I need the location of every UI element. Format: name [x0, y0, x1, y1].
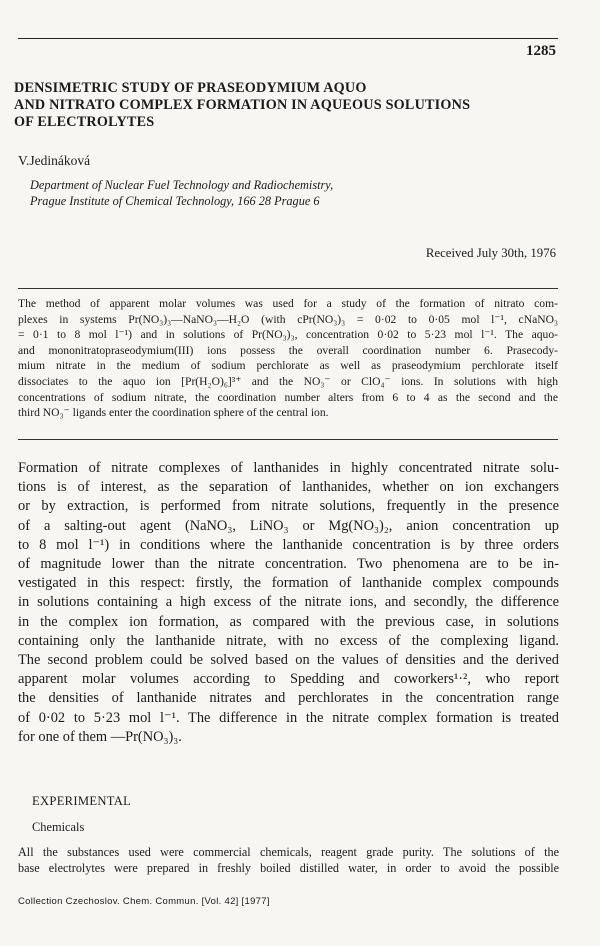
- abstract: [18, 296, 558, 421]
- received-date: Received July 30th, 1976: [425, 246, 556, 260]
- abstract-line: = 0·1 to 8 mol l⁻¹) and in solutions of Pr(NO₃)₃, concentration 0·02 to 5·23 mol l⁻¹. The aquo-: [18, 328, 558, 342]
- article-title: [14, 80, 574, 131]
- body-line: apparent molar volumes according to Spedding and coworkers¹·², who report: [18, 671, 559, 688]
- body-line: of a salting-out agent (NaNO₃, LiNO₃ or Mg(NO₃)₂, anion concentration up: [18, 517, 559, 534]
- experimental-paragraph: [18, 844, 559, 876]
- subsection-heading: Chemicals: [32, 820, 85, 834]
- affiliation-line: Department of Nuclear Fuel Technology and Radiochemistry,: [30, 178, 334, 192]
- body-line: to 8 mol l⁻¹) in conditions where the lanthanide concentration is by three orders: [18, 536, 559, 553]
- body-line: in solutions containing a high excess of the nitrate ions, and secondly, the difference: [18, 594, 559, 611]
- abstract-bottom-rule: [18, 439, 558, 440]
- introduction-paragraph: [18, 459, 559, 747]
- body-line: of magnitude lower than the nitrate concentration. Two phenomena are to be in-: [18, 556, 559, 573]
- abstract-line: concentrations of sodium nitrate, the coordination number alters from 6 to 4 as the second and the: [18, 390, 558, 404]
- body-line: tions is of interest, as the separation of lanthanides, whether on ion exchangers: [18, 479, 559, 496]
- abstract-line: plexes in systems Pr(NO₃)₃—NaNO₃—H₂O (with cPr(NO₃)₃ = 0·02 to 0·05 mol l⁻¹, cNaNO₃: [18, 312, 558, 326]
- abstract-line: dissociates to the aquo ion [Pr(H₂O)₆]³⁺ and the NO₃⁻ or ClO₄⁻ ions. In solutions with high: [18, 374, 558, 388]
- author-affiliation: [30, 177, 550, 209]
- body-line: The second problem could be solved based on the values of densities and the derived: [18, 652, 559, 669]
- body-line: or by extraction, is performed from nitrate solutions, frequently in the presence: [18, 498, 559, 515]
- title-line: AND NITRATO COMPLEX FORMATION IN AQUEOUS SOLUTIONS: [14, 97, 471, 113]
- abstract-line: third NO₃⁻ ligands enter the coordination sphere of the central ion.: [18, 406, 329, 420]
- body-line: in the complex ion formation, as compared with the previous case, in solutions: [18, 613, 559, 630]
- body-line: for one of them —Pr(NO₃)₃.: [18, 728, 182, 745]
- abstract-line: The method of apparent molar volumes was used for a study of the formation of nitrato com-: [18, 297, 558, 310]
- title-line: OF ELECTROLYTES: [14, 114, 155, 130]
- abstract-line: mium nitrate in the medium of sodium perchlorate as well as praseodymium perchlorate itself: [18, 359, 558, 373]
- section-heading: EXPERIMENTAL: [32, 794, 132, 808]
- header-rule: [18, 38, 558, 39]
- page-number: 1285: [526, 43, 556, 59]
- body-line: Formation of nitrate complexes of lanthanides in highly concentrated nitrate solu-: [18, 460, 559, 476]
- body-line: the densities of lanthanide nitrates and perchlorates in the concentration range: [18, 690, 559, 707]
- body-line: of 0·02 to 5·23 mol l⁻¹. The difference in the nitrate complex formation is treated: [18, 709, 559, 726]
- journal-footer: Collection Czechoslov. Chem. Commun. [Vol. 42] [1977]: [18, 896, 270, 907]
- experimental-line: base electrolytes were prepared in freshly boiled distilled water, in order to avoid the possible: [18, 861, 559, 875]
- body-line: containing only the lanthanide nitrate, with no excess of the complexing ligand.: [18, 632, 559, 649]
- title-line: DENSIMETRIC STUDY OF PRASEODYMIUM AQUO: [14, 80, 367, 96]
- body-line: vestigated in this respect: firstly, the formation of lanthanide complex compounds: [18, 575, 559, 592]
- abstract-top-rule: [18, 288, 558, 289]
- experimental-line: All the substances used were commercial chemicals, reagent grade purity. The solutions of the: [18, 845, 559, 859]
- abstract-line: and mononitratopraseodymium(III) ions possess the overall coordination number 6. Prasecody-: [18, 343, 558, 357]
- author-name: V.Jedináková: [18, 153, 91, 168]
- affiliation-line: Prague Institute of Chemical Technology, 166 28 Prague 6: [30, 194, 320, 208]
